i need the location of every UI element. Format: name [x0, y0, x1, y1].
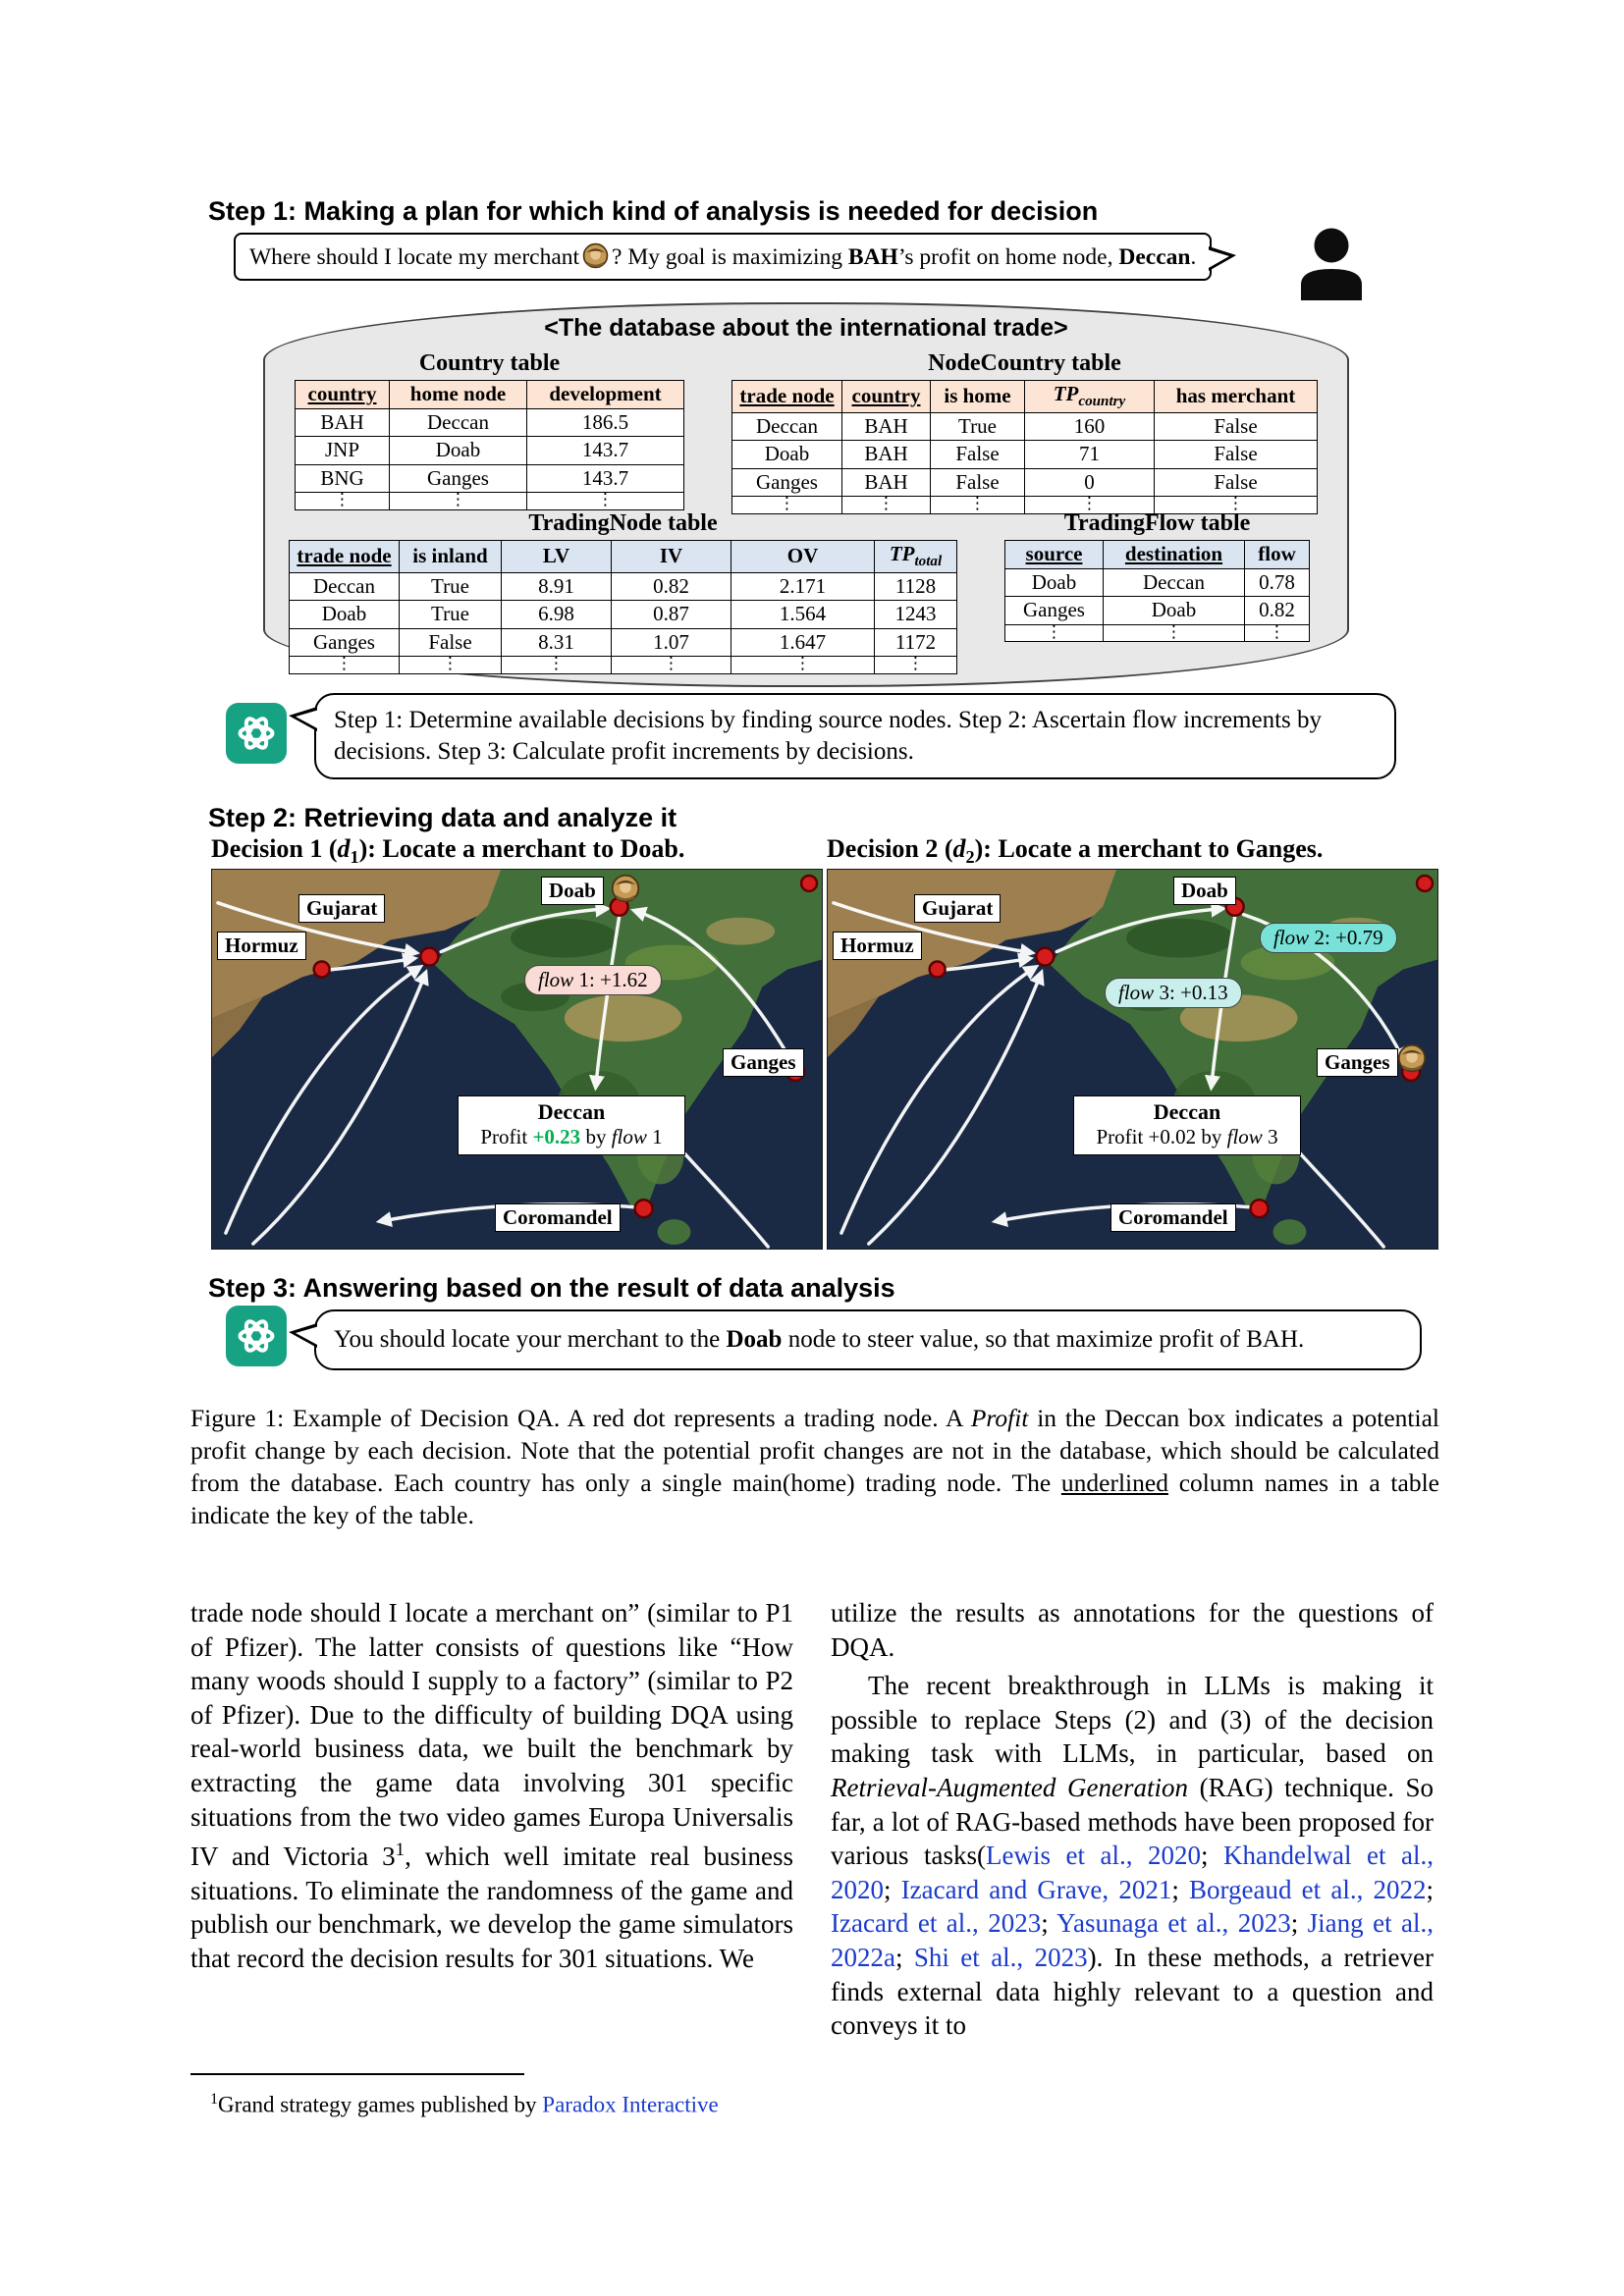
map1-label-gujarat: Gujarat [298, 894, 385, 923]
merchant-icon [611, 874, 640, 903]
decision1-heading: Decision 1 $(d_1)$: Locate a merchant to Doab. [211, 834, 685, 868]
map2-label-hormuz: Hormuz [833, 932, 922, 960]
step3-heading: Step 3: Answering based on the result of data analysis [208, 1273, 895, 1303]
trading-node-dot-coromandel [1251, 1200, 1269, 1217]
map2-label-ganges: Ganges [1317, 1048, 1398, 1077]
trading-node-dot-hormuz [314, 962, 330, 978]
trading-node-dot-gujarat [420, 948, 438, 966]
decision2-map [827, 869, 1438, 1250]
trading-node-dot-ne [801, 876, 817, 891]
deccan-profit-box-1 [458, 1095, 685, 1155]
citation-link[interactable]: Jiang et al., 2022a [831, 1908, 1435, 1972]
map1-label-doab: Doab [541, 877, 604, 905]
gpt-answer-bubble: You should locate your merchant to the Doab node to steer value, so that maximize profit of BAH. [314, 1309, 1422, 1370]
body-paragraph: utilize the results as annotations for the questions of DQA. [831, 1598, 1434, 1662]
merchant-icon [1397, 1043, 1427, 1073]
footnote: $^1$Grand strategy games published by Paradox Interactive [210, 2091, 719, 2117]
body-paragraph: trade node should I locate a merchant on” (similar to P1 of Pfizer). The latter consists of questions like “How many woods should I supply to a factory” (similar to P2 of Pfizer). Due to the difficulty of building DQA using real-world business data, we built the benchmark by extracting the game data involving 301 specific situations from the two video games Europa Universalis IV and Victoria $3^1$, which well imitate real business situations. To eliminate the randomness of the game and publish our benchmark, we develop the game simulators that record the decision results for 301 situations. We [190, 1598, 793, 1973]
citation-link[interactable]: Khandelwal et al., 2020 [831, 1841, 1434, 1904]
trading-node-dot-hormuz [930, 962, 946, 978]
user-question-bubble [234, 233, 1212, 281]
openai-icon [226, 1306, 287, 1366]
trading-node-dot-ne [1417, 876, 1433, 891]
map1-label-ganges: Ganges [723, 1048, 804, 1077]
profit-text-2: Profit +0.02 by flow 3 [1096, 1125, 1278, 1148]
trading-node-dot-coromandel [635, 1200, 653, 1217]
step1-heading: Step 1: Making a plan for which kind of analysis is needed for decision [208, 196, 1099, 226]
nodecountry-table-block [731, 350, 1318, 514]
user-question-post: ? My goal is maximizing BAH’s profit on home node, Deccan. [612, 244, 1197, 270]
person-icon [1294, 224, 1369, 300]
tradingnode-table-block [289, 510, 957, 674]
profit-text-1: Profit +0.23 by flow 1 [480, 1125, 663, 1148]
nodecountry-table: trade node country is home $TP_{country}$ has merchant Deccan BAH True 160 False Doab BAH False 71 False Ganges BAH False 0 False ⋮ ⋮ ⋮ ⋮ ⋮ [731, 380, 1318, 514]
country-table-title: Country table [418, 350, 561, 376]
flow2-tag: flow 2: +0.79 [1260, 923, 1397, 953]
flow1-tag: flow 1: +1.62 [524, 965, 662, 995]
database-title: <The database about the international trade> [544, 314, 1068, 342]
tradingnode-table: trade node is inland LV IV OV $TP_{total}$ Deccan True 8.91 0.82 2.171 1128 Doab True 6.98 0.87 1.564 1243 Ganges False 8.31 1.07 1.647 1172 ⋮ ⋮ ⋮ ⋮ ⋮ ⋮ [289, 540, 957, 674]
user-question-pre: Where should I locate my merchant [249, 244, 580, 270]
map2-label-doab: Doab [1173, 877, 1236, 905]
database-panel [263, 302, 1349, 687]
flow3-tag: flow 3: +0.13 [1105, 978, 1242, 1008]
tradingnode-table-title: TradingNode table [528, 510, 718, 536]
openai-icon [226, 703, 287, 764]
trading-node-dot-gujarat [1036, 948, 1054, 966]
tradingflow-table-title: TradingFlow table [1063, 510, 1251, 536]
citation-link[interactable]: Paradox Interactive [542, 2092, 719, 2117]
step2-heading: Step 2: Retrieving data and analyze it [208, 803, 677, 832]
citation-link[interactable]: Izacard et al., 2023 [831, 1908, 1042, 1939]
map1-label-coromandel: Coromandel [495, 1203, 621, 1232]
deccan-profit-box-2 [1073, 1095, 1301, 1155]
country-table-block [295, 350, 684, 514]
citation-link[interactable]: Shi et al., 2023 [913, 1942, 1088, 1972]
merchant-icon [582, 242, 609, 269]
decision2-heading: Decision 2 $(d_2)$: Locate a merchant to Ganges. [827, 834, 1324, 868]
tradingflow-table: source destination flow Doab Deccan 0.78 Ganges Doab 0.82 ⋮ ⋮ ⋮ [1004, 540, 1310, 642]
country-table: country home node development BAH Deccan 186.5 JNP Doab 143.7 BNG Ganges 143.7 ⋮ ⋮ ⋮ [295, 380, 684, 510]
body-column-left [190, 1596, 793, 1976]
map1-label-hormuz: Hormuz [217, 932, 306, 960]
deccan-label: Deccan [537, 1099, 606, 1124]
figure-caption: Figure 1: Example of Decision QA. A red dot represents a trading node. A Profit in the Deccan box indicates a potential profit change by each decision. Note that the potential profit changes are not in the database, which should be calculated from the database. Each country has only a single main(home) trading node. The underlined column names in a table indicate the key of the table. [190, 1404, 1440, 1529]
decision1-map [211, 869, 823, 1250]
citation-link[interactable]: Yasunaga et al., 2023 [1056, 1908, 1291, 1939]
citation-link[interactable]: Lewis et al., 2020 [986, 1841, 1201, 1871]
deccan-label: Deccan [1153, 1099, 1221, 1124]
map2-label-coromandel: Coromandel [1110, 1203, 1236, 1232]
nodecountry-table-title: NodeCountry table [928, 350, 1121, 376]
tradingflow-table-block [1004, 510, 1310, 674]
map2-label-gujarat: Gujarat [914, 894, 1001, 923]
body-paragraph: The recent breakthrough in LLMs is making it possible to replace Steps (2) and (3) of the decision making task with LLMs, in particular, based on Retrieval-Augmented Generation (RAG) technique. So far, a lot of RAG-based methods have been proposed for various tasks(Lewis et al., 2020; Khandelwal et al., 2020; Izacard and Grave, 2021; Borgeaud et al., 2022; Izacard et al., 2023; Yasunaga et al., 2023; Jiang et al., 2022a; Shi et al., 2023). In these methods, a retriever finds external data highly relevant to a question and conveys it to [831, 1671, 1435, 2041]
citation-link[interactable]: Izacard and Grave, 2021 [900, 1874, 1172, 1904]
body-column-right [831, 1596, 1434, 2043]
citation-link[interactable]: Borgeaud et al., 2022 [1189, 1874, 1427, 1904]
footnote-rule [190, 2073, 524, 2075]
gpt-plan-bubble: Step 1: Determine available decisions by finding source nodes. Step 2: Ascertain flow increments by decisions. Step 3: Calculate profit increments by decisions. [314, 693, 1396, 779]
